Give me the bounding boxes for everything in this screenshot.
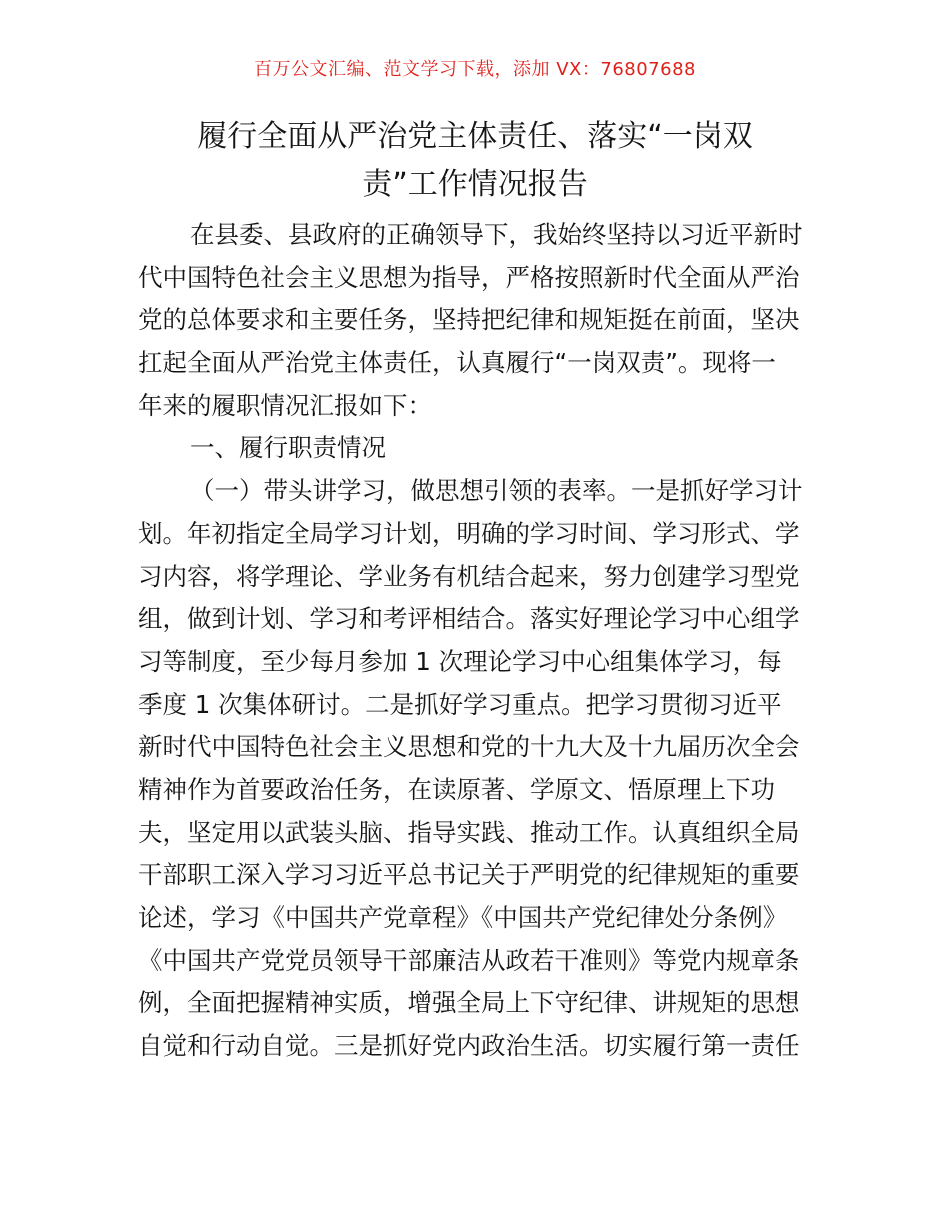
paragraph-line: 新时代中国特色社会主义思想和党的十九大及十九届历次全会 bbox=[138, 732, 800, 762]
paragraph-line: 在县委、县政府的正确领导下，我始终坚持以习近平新时 bbox=[190, 220, 803, 249]
paragraph-line: 自觉和行动自觉。三是抓好党内政治生活。切实履行第一责任 bbox=[138, 1031, 800, 1061]
paragraph-line: 习等制度，至少每月参加 1 次理论学习中心组集体学习，每 bbox=[138, 646, 782, 676]
title-line: 责”工作情况报告 bbox=[362, 167, 588, 202]
paragraph-line: 季度 1 次集体研讨。二是抓好学习重点。把学习贯彻习近平 bbox=[138, 689, 782, 719]
document-body bbox=[138, 214, 818, 1068]
paragraph-line: 精神作为首要政治任务，在读原著、学原文、悟原理上下功 bbox=[138, 774, 775, 804]
paragraph-line: 扛起全面从严治党主体责任，认真履行“一岗双责”。现将一 bbox=[138, 348, 776, 378]
paragraph-line: 习内容，将学理论、学业务有机结合起来，努力创建学习型党 bbox=[138, 561, 800, 591]
paragraph-line: 年来的履职情况汇报如下： bbox=[138, 390, 432, 420]
paragraph-line: 党的总体要求和主要任务，坚持把纪律和规矩挺在前面，坚决 bbox=[138, 305, 800, 335]
paragraph-line: 例，全面把握精神实质，增强全局上下守纪律、讲规矩的思想 bbox=[138, 988, 800, 1018]
paragraph-line: 组，做到计划、学习和考评相结合。落实好理论学习中心组学 bbox=[138, 604, 800, 634]
header-contact-note: 百万公文汇编、范文学习下载，添加 VX：76807688 bbox=[254, 59, 696, 80]
paragraph-line: （一）带头讲学习，做思想引领的表率。一是抓好学习计 bbox=[190, 476, 803, 506]
section-heading: 一、履行职责情况 bbox=[190, 433, 386, 463]
title-line: 履行全面从严治党主体责任、落实“一岗双 bbox=[197, 119, 753, 154]
paragraph-line: 干部职工深入学习习近平总书记关于严明党的纪律规矩的重要 bbox=[138, 860, 800, 890]
paragraph-line: 夫，坚定用以武装头脑、指导实践、推动工作。认真组织全局 bbox=[138, 817, 800, 847]
paragraph-line: 划。年初指定全局学习计划，明确的学习时间、学习形式、学 bbox=[138, 518, 800, 548]
paragraph-line: 论述，学习《中国共产党章程》《中国共产党纪律处分条例》 bbox=[138, 903, 788, 932]
document-title bbox=[150, 113, 800, 209]
paragraph-line: 代中国特色社会主义思想为指导，严格按照新时代全面从严治 bbox=[138, 262, 800, 292]
paragraph-line: 《中国共产党党员领导干部廉洁从政若干准则》等党内规章条 bbox=[138, 945, 800, 975]
